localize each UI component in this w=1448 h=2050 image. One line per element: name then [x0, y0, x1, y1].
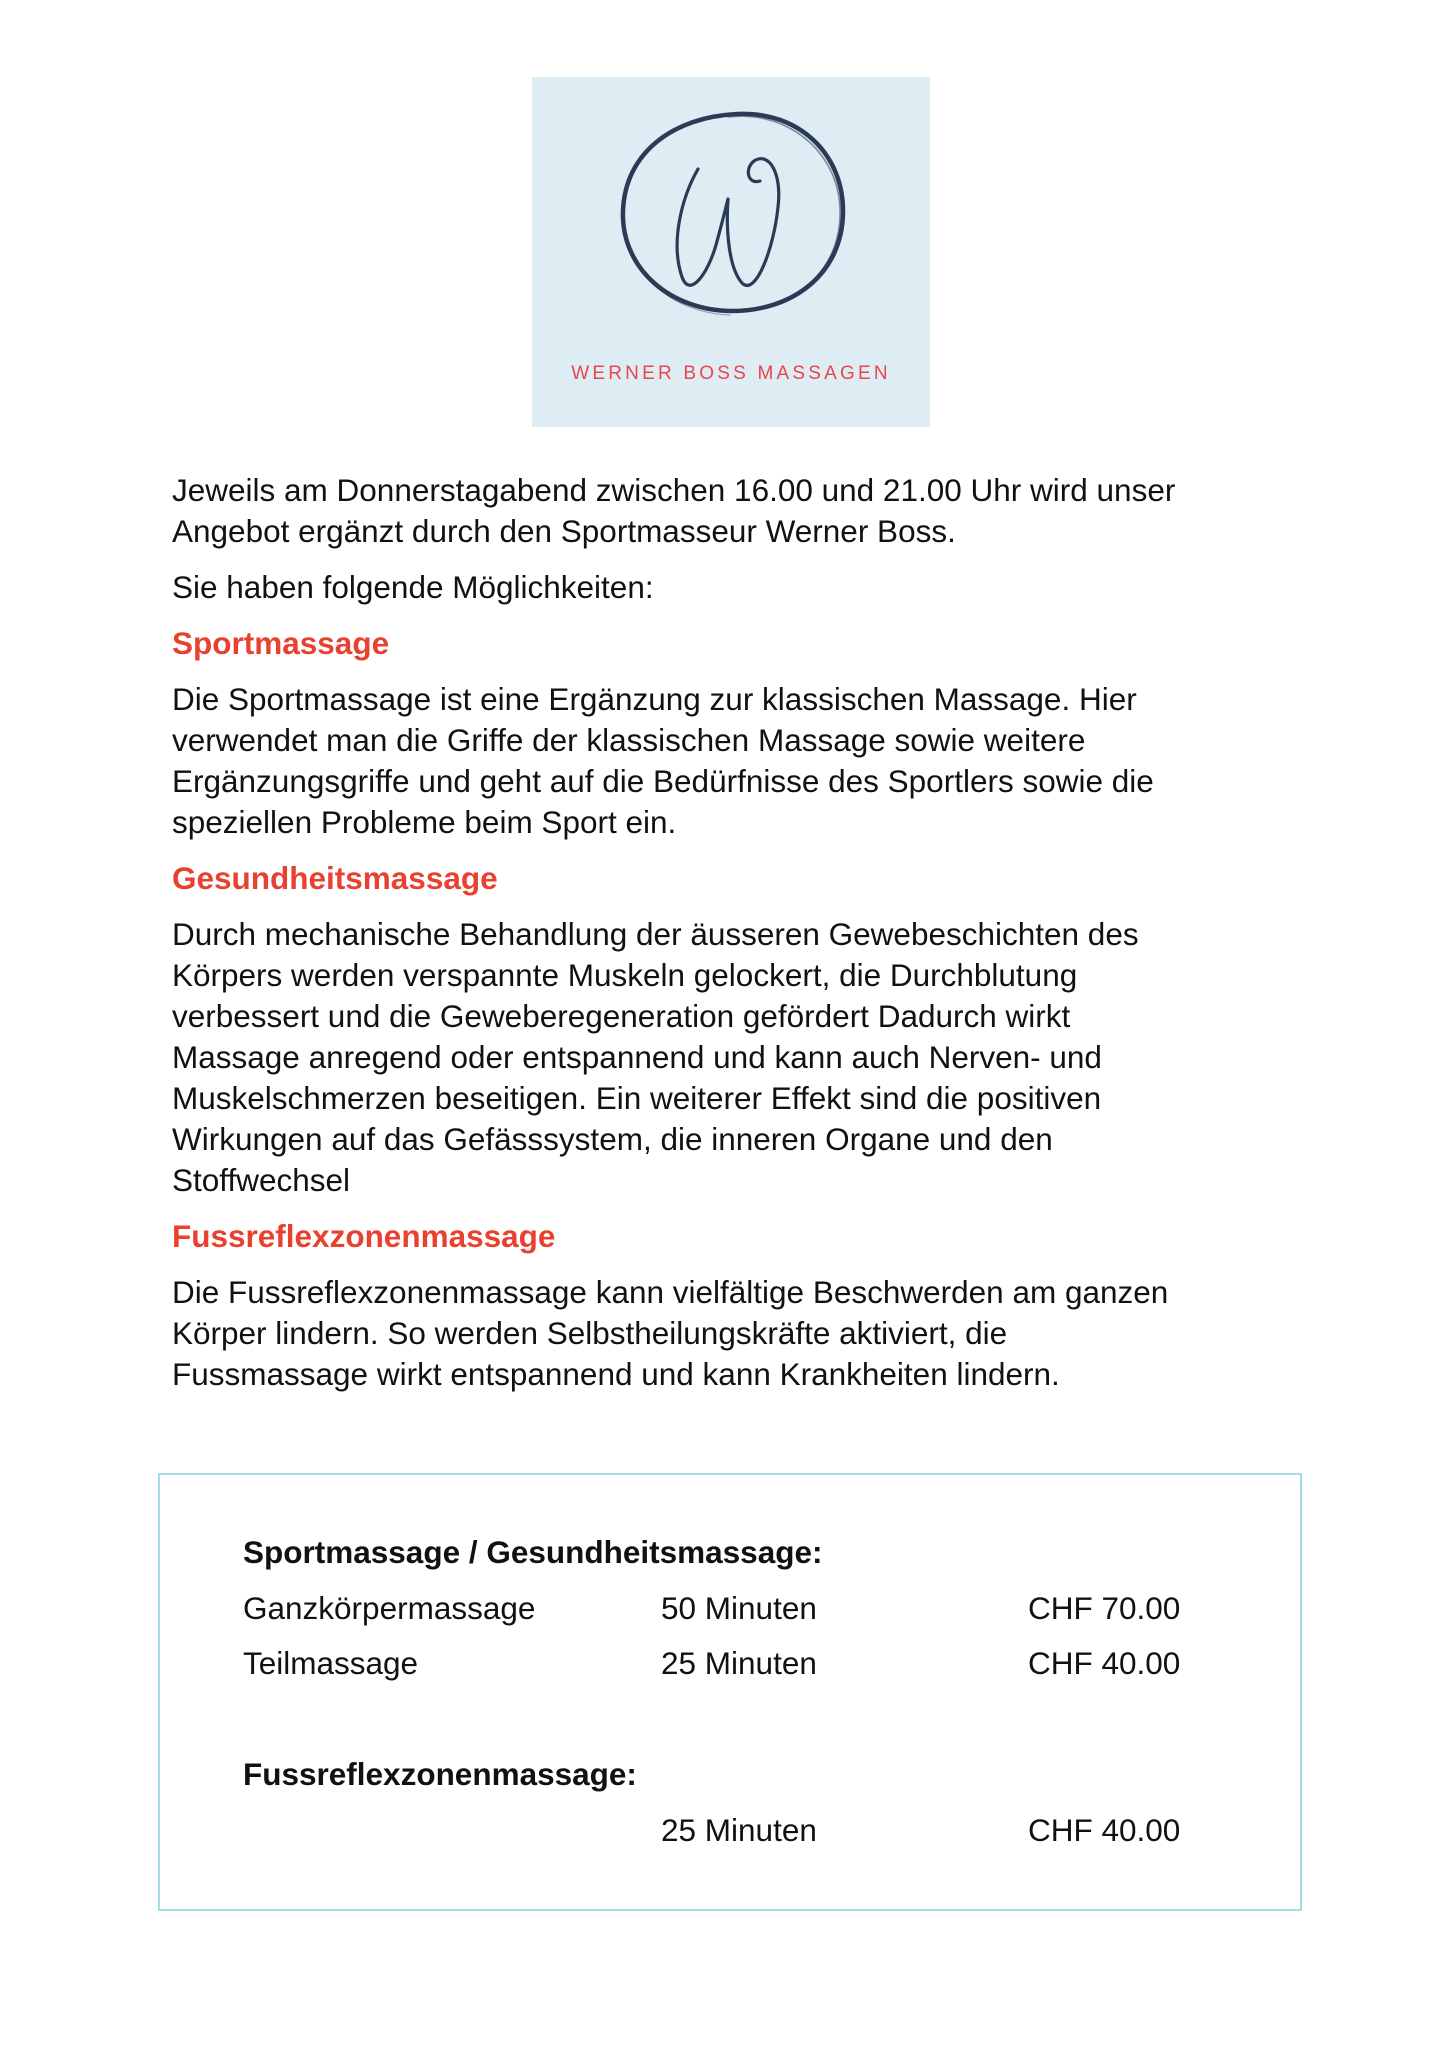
price-row-duration: 50 Minuten: [661, 1590, 817, 1626]
paragraph-line: Körper lindern. So werden Selbstheilungskräfte aktiviert, die: [172, 1315, 1008, 1351]
price-list-box: [158, 1473, 1302, 1911]
paragraph-line: Die Fussreflexzonenmassage kann vielfältige Beschwerden am ganzen: [172, 1274, 1169, 1310]
paragraph-line: Durch mechanische Behandlung der äusseren Gewebeschichten des: [172, 916, 1139, 952]
main-content: [172, 470, 1302, 1395]
paragraph-line: Ergänzungsgriffe und geht auf die Bedürfnisse des Sportlers sowie die: [172, 763, 1154, 799]
paragraph-line: Die Sportmassage ist eine Ergänzung zur klassischen Massage. Hier: [172, 681, 1137, 717]
paragraph-line: Stoffwechsel: [172, 1162, 351, 1198]
section-fussreflexzonenmassage-text: [172, 1272, 1302, 1395]
section-gesundheitsmassage-text: [172, 914, 1302, 1201]
price-group-title-fuss: Fussreflexzonenmassage:: [243, 1756, 637, 1792]
heading-gesundheitsmassage: Gesundheitsmassage: [172, 860, 498, 896]
paragraph-line: speziellen Probleme beim Sport ein.: [172, 804, 677, 840]
paragraph-line: Fussmassage wirkt entspannend und kann Krankheiten lindern.: [172, 1356, 1060, 1392]
paragraph-line: Wirkungen auf das Gefässsystem, die inneren Organe und den: [172, 1121, 1053, 1157]
price-row-name: Teilmassage: [243, 1645, 419, 1681]
paragraph-line: Körpers werden verspannte Muskeln gelockert, die Durchblutung: [172, 957, 1078, 993]
paragraph-line: Muskelschmerzen beseitigen. Ein weiterer Effekt sind die positiven: [172, 1080, 1102, 1116]
logo-brand-text: WERNER BOSS MASSAGEN: [571, 363, 891, 384]
paragraph-line: verbessert und die Geweberegeneration gefördert Dadurch wirkt: [172, 998, 1071, 1034]
paragraph-line: Massage anregend oder entspannend und kann auch Nerven- und: [172, 1039, 1102, 1075]
intro-line-1: Jeweils am Donnerstagabend zwischen 16.00 und 21.00 Uhr wird unser: [172, 472, 1176, 508]
logo: [532, 77, 930, 427]
paragraph-line: verwendet man die Griffe der klassischen Massage sowie weitere: [172, 722, 1086, 758]
price-row-duration: 25 Minuten: [661, 1645, 817, 1681]
heading-fussreflexzonenmassage: Fussreflexzonenmassage: [172, 1218, 556, 1254]
price-row-price: CHF 40.00: [1028, 1812, 1181, 1848]
price-row-price: CHF 70.00: [1028, 1590, 1181, 1626]
intro-options: Sie haben folgende Möglichkeiten:: [172, 569, 654, 605]
price-group-title-sport: Sportmassage / Gesundheitsmassage:: [243, 1534, 823, 1570]
price-row-price: CHF 40.00: [1028, 1645, 1181, 1681]
intro-line-2: Angebot ergänzt durch den Sportmasseur Werner Boss.: [172, 513, 956, 549]
heading-sportmassage: Sportmassage: [172, 625, 390, 661]
section-sportmassage-text: [172, 679, 1302, 843]
price-row-duration: 25 Minuten: [661, 1812, 817, 1848]
price-row-name: Ganzkörpermassage: [243, 1590, 536, 1626]
